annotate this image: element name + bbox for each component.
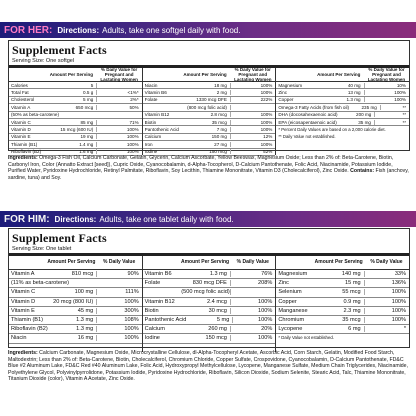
nutrient-amount: 150 mg — [181, 134, 231, 139]
nutrient-daily-value: 100% — [394, 97, 407, 103]
nutrient-amount: 45 mg — [48, 308, 98, 314]
nutrient-daily-value: ** — [402, 119, 407, 125]
nutrient-amount: 650 mcg — [48, 105, 98, 110]
nutrient-amount: 15 mcg (600 IU) — [48, 127, 98, 132]
her-directions-text: Adults, take one softgel daily with food. — [102, 25, 241, 35]
nutrient-name: Iodine — [144, 149, 158, 155]
nutrient-row — [143, 97, 276, 104]
nutrient-amount: 1.4 mg — [48, 142, 98, 147]
nutrient-name: Total Fat — [11, 90, 29, 96]
nutrient-daily-value: 222% — [260, 97, 273, 103]
nutrient-amount: 810 mcg — [48, 271, 98, 277]
nutrient-row — [143, 134, 276, 141]
nutrient-row — [276, 270, 409, 279]
nutrient-name: Pantothenic Acid — [144, 317, 187, 324]
nutrient-name: EPA (eicosapentaenoic acid) — [278, 119, 337, 125]
amount-header: Amount Per Serving — [317, 72, 361, 77]
nutrient-name: Selenium — [278, 289, 302, 296]
for-him-label: FOR HIM: — [4, 213, 50, 225]
nutrient-name: Vitamin B12 — [144, 298, 175, 305]
nutrient-row — [276, 288, 409, 297]
nutrient-name: (50% as beta-carotene) — [11, 112, 60, 118]
nutrient-name: Iodine — [144, 335, 160, 342]
nutrient-amount: 830 mcg DFE — [181, 280, 231, 286]
her-ingredients-label: Ingredients: — [8, 155, 38, 161]
nutrient-name: Calcium — [144, 134, 162, 140]
nutrient-daily-value: <1%* — [127, 90, 139, 96]
nutrient-daily-value: 300% — [124, 307, 139, 314]
nutrient-daily-value: 12% — [263, 134, 273, 140]
nutrient-name: Niacin — [11, 335, 27, 342]
dv-header: % Daily Value for Pregnant and Lactating Women — [367, 67, 406, 82]
her-column-1 — [9, 68, 143, 155]
nutrient-amount: 18 mg — [181, 83, 231, 88]
nutrient-name: Niacin — [144, 82, 158, 88]
nutrient-name: Copper — [278, 97, 294, 103]
nutrient-name: Iron — [144, 141, 153, 147]
nutrient-row — [143, 307, 276, 316]
nutrient-amount: 100 mg — [48, 289, 98, 295]
nutrient-name: Riboflavin (B2) — [11, 149, 42, 155]
nutrient-name: Biotin — [144, 307, 159, 314]
nutrient-name: Cholesterol — [11, 97, 35, 103]
nutrient-name: Lycopene — [278, 326, 303, 333]
nutrient-amount: 0.9 mg — [315, 299, 365, 305]
nutrient-name: Vitamin E — [11, 134, 31, 140]
nutrient-amount: 5 mg — [186, 317, 233, 323]
nutrient-row — [276, 82, 409, 89]
nutrient-row — [143, 334, 276, 343]
nutrient-name: Folate — [144, 97, 158, 103]
nutrient-amount: 260 mg — [181, 326, 231, 332]
amount-header: Amount Per Serving — [49, 72, 93, 77]
nutrient-daily-value: 100% — [260, 112, 273, 118]
nutrient-row — [143, 141, 276, 148]
nutrient-row — [143, 104, 276, 111]
nutrient-amount: 7 mg — [181, 127, 231, 132]
her-column-header — [143, 68, 276, 82]
him-supplement-facts-panel — [8, 228, 410, 348]
nutrient-daily-value: 20% — [261, 326, 273, 333]
nutrient-amount: 2 mg — [181, 90, 231, 95]
nutrient-row — [9, 270, 142, 279]
nutrient-daily-value: 100% — [124, 326, 139, 333]
her-contains-text: Fish (anchovy, sardine, tuna) and Soy. — [8, 168, 409, 181]
nutrient-daily-value: 100% — [260, 119, 273, 125]
nutrient-row — [143, 89, 276, 96]
nutrient-name: Vitamin D — [11, 298, 36, 305]
nutrient-name: Omega-3 Fatty Acids (from fish oil) — [278, 104, 350, 110]
him-column-3 — [276, 256, 409, 352]
nutrient-amount: 16 mg — [48, 335, 98, 341]
nutrient-amount: 35 mg — [337, 120, 375, 125]
nutrient-name: Copper — [278, 298, 297, 305]
nutrient-daily-value: 71% — [129, 119, 139, 125]
nutrient-name: Vitamin B6 — [144, 271, 172, 278]
nutrient-amount: 150 mcg — [181, 335, 231, 341]
nutrient-daily-value: 100% — [394, 90, 407, 96]
him-column-header — [143, 256, 276, 270]
amount-header: Amount Per Serving — [47, 259, 96, 265]
nutrient-amount: 5 — [48, 83, 98, 88]
nutrient-row — [9, 126, 142, 133]
her-serving-size: Serving Size: One softgel — [9, 58, 409, 68]
nutrient-amount: 200 mg — [338, 112, 376, 117]
nutrient-daily-value: * — [403, 326, 407, 333]
nutrient-amount: 13 mg — [315, 90, 365, 95]
nutrient-amount: 55 mcg — [315, 289, 365, 295]
nutrient-daily-value: 100% — [126, 127, 139, 133]
nutrient-row — [143, 119, 276, 126]
nutrient-amount: 35 mcg — [181, 120, 231, 125]
nutrient-row — [276, 97, 409, 104]
nutrient-daily-value: 100% — [391, 298, 407, 305]
her-ingredients-text: Omega-3 Fish Oil, Calcium Carbonate, Gelatin, Glycerin, Calcium Ascorbate, Yellow Beeswax, Magnesium Oxide; Less than 2% of: Beta-Carotene, Biotin, Carbonyl Iron, Color (Annatto Extract [seed]), Cupric Oxide, Cyanocobalamin, d-Alpha-Tocopherol, D-Calcium Pantothenate, Folic Acid, Niacinamide, Potassium Iodide, Purified Water, Pyridoxine Hydrochloride, Retinyl Palmitate, Riboflavin, Soy Lecithin, Thiamine Mononitrate, Vitamin D3 (Cholecalciferol), Zinc Oxide. — [8, 155, 394, 174]
nutrient-row — [276, 307, 409, 316]
nutrient-amount: 30 mcg — [181, 308, 231, 314]
nutrient-name: DHA (docosahexaenoic acid) — [278, 112, 338, 118]
nutrient-daily-value: ** — [402, 104, 407, 110]
nutrient-name: Magnesium — [278, 271, 308, 278]
nutrient-row — [143, 325, 276, 334]
nutrient-daily-value: 208% — [258, 280, 273, 287]
nutrient-row — [143, 112, 276, 119]
nutrient-name: Pantothenic Acid — [144, 127, 179, 133]
nutrient-daily-value: 108% — [124, 317, 139, 324]
dv-header: % Daily Value for Pregnant and Lactating Women — [100, 67, 138, 82]
nutrient-daily-value: 100% — [391, 307, 407, 314]
nutrient-row — [143, 288, 276, 297]
nutrient-row — [143, 126, 276, 133]
her-column-header — [9, 68, 142, 82]
nutrient-daily-value: 111% — [125, 289, 139, 296]
nutrient-name: Vitamin C — [11, 119, 31, 125]
him-ingredients-label: Ingredients: — [8, 350, 38, 356]
her-ingredients — [8, 155, 410, 207]
nutrient-name: (11% as beta-carotene) — [11, 280, 70, 287]
nutrient-amount: 1.3 mg — [48, 326, 98, 332]
him-ingredients — [8, 350, 410, 410]
nutrient-name: Calcium — [144, 326, 165, 333]
nutrient-row — [9, 134, 142, 141]
her-column-3 — [276, 68, 409, 155]
nutrient-amount: 140 mg — [315, 271, 365, 277]
nutrient-daily-value: 100% — [258, 335, 273, 342]
nutrient-amount: 40 mg — [315, 83, 365, 88]
nutrient-amount: 35 mcg — [315, 317, 365, 323]
nutrient-name: Riboflavin (B2) — [11, 326, 48, 333]
nutrient-amount: 235 mg — [349, 105, 381, 110]
him-column-2 — [143, 256, 277, 352]
nutrient-amount: 1.3 mg — [315, 97, 365, 102]
nutrient-amount: 2.8 mcg — [181, 112, 231, 117]
nutrient-row — [9, 104, 142, 111]
nutrient-amount: 1.6 mg — [48, 149, 98, 154]
for-her-label: FOR HER: — [4, 24, 53, 36]
him-column-1 — [9, 256, 143, 352]
her-contains-label: Contains: — [350, 168, 375, 174]
nutrient-row — [9, 89, 142, 96]
dv-header: % Daily Value — [370, 259, 403, 265]
her-column-2 — [143, 68, 277, 155]
nutrient-amount: 27 mg — [181, 142, 231, 147]
nutrient-row — [276, 298, 409, 307]
nutrient-amount: 0.5 g — [48, 90, 98, 95]
him-serving-size: Serving Size: One tablet — [9, 246, 409, 256]
nutrient-daily-value: 10% — [396, 82, 407, 88]
nutrient-daily-value: 100% — [258, 317, 273, 324]
nutrient-row — [9, 82, 142, 89]
nutrient-name: Manganese — [278, 307, 308, 314]
nutrient-row — [143, 298, 276, 307]
nutrient-name: Vitamin C — [11, 289, 36, 296]
nutrient-name: Vitamin A — [11, 104, 31, 110]
nutrient-name: Vitamin B6 — [144, 90, 167, 96]
her-supplement-facts-title: Supplement Facts — [12, 43, 107, 57]
nutrient-daily-value: 100% — [126, 149, 139, 155]
nutrient-amount: 2.4 mcg — [181, 299, 231, 305]
her-directions-label: Directions: — [57, 25, 100, 35]
him-footnotes — [276, 334, 409, 341]
nutrient-amount: 20 mcg (800 IU) — [48, 299, 98, 305]
nutrient-daily-value: 100% — [124, 298, 139, 305]
nutrient-daily-value: 33% — [394, 271, 407, 278]
nutrient-name: Magnesium — [278, 82, 303, 88]
nutrient-row — [143, 316, 276, 325]
dv-header: % Daily Value for Pregnant and Lactating Women — [234, 67, 272, 82]
nutrient-daily-value: 100% — [126, 141, 139, 147]
nutrient-daily-value: 100% — [391, 289, 407, 296]
dv-header: % Daily Value — [236, 259, 269, 265]
nutrient-name: Thiamin (B1) — [11, 317, 44, 324]
nutrient-row — [9, 334, 142, 343]
nutrient-amount: (500 mcg folic acid) — [181, 289, 230, 296]
nutrient-row — [9, 316, 142, 325]
nutrient-row — [9, 307, 142, 316]
nutrient-row — [276, 119, 409, 126]
nutrient-daily-value: 100% — [260, 82, 273, 88]
nutrient-row — [143, 82, 276, 89]
nutrient-daily-value: 100% — [258, 298, 273, 305]
nutrient-daily-value: 136% — [391, 280, 407, 287]
her-supplement-facts-panel — [8, 40, 410, 155]
nutrient-daily-value: 100% — [126, 134, 139, 140]
her-footnote-dv: * Percent Daily Values are based on a 2,000 calorie diet. — [278, 127, 386, 133]
for-him-header — [0, 211, 416, 227]
nutrient-name: Vitamin B12 — [144, 112, 170, 118]
nutrient-name: Calories — [11, 82, 28, 88]
nutrient-row — [9, 325, 142, 334]
nutrient-daily-value: 76% — [261, 271, 273, 278]
nutrient-daily-value: 2%* — [130, 97, 139, 103]
nutrient-amount: (800 mcg folic acid) — [181, 105, 231, 110]
nutrient-row — [276, 112, 409, 119]
nutrient-row — [9, 141, 142, 148]
amount-header: Amount Per Serving — [183, 72, 227, 77]
amount-header: Amount Per Serving — [314, 259, 363, 265]
nutrient-row — [276, 325, 409, 334]
nutrient-row — [9, 112, 142, 119]
dv-header: % Daily Value — [103, 259, 136, 265]
her-footnote-not-established: ** Daily Value not established. — [278, 134, 336, 140]
him-ingredients-text: Calcium Carbonate, Magnesium Oxide, Microcrystalline Cellulose, dl-Alpha-Tocopheryl Acetate, Ascorbic Acid, Corn Starch, Gelatin, Modified Food Starch, Maltodextrin; Less than 2% of: Beta-Carotene, Biotin, Cholecalciferol, Chromium Chloride, Copper Sulfate, Crospovidone, Cyanocobalamin, D-Calcium Pantothenate, FD&C Blue #2 Aluminum Lake, FD&C Red #40 Aluminum Lake, Folic Acid, Hydroxypropyl Methylcellulose, Lycopene, Manganese Sulfate, Medium Chain Triglycerides, Niacinamide, Polyethylene Glycol, Polyvinylpyrrolidone, Potassium Iodide, Pyridoxine Hydrochloride, Riboflavin, Silicon Dioxide, Sodium Selenite, Stearic Acid, Talc, Thiamine Mononitrate, Titanium Dioxide (color), Vitamin A Acetate, Zinc Oxide. — [8, 350, 409, 382]
her-footnotes — [276, 126, 409, 140]
nutrient-daily-value: 100% — [260, 90, 273, 96]
him-column-header — [276, 256, 409, 270]
him-directions-label: Directions: — [54, 214, 97, 224]
nutrient-amount: 1.3 mg — [181, 271, 231, 277]
nutrient-amount: 1.3 mg — [48, 317, 98, 323]
nutrient-amount: 5 mg — [48, 97, 98, 102]
amount-header: Amount Per Serving — [181, 259, 230, 265]
nutrient-row — [9, 288, 142, 297]
nutrient-amount: 15 mg — [315, 280, 365, 286]
nutrient-row — [276, 104, 409, 111]
nutrient-name: Vitamin A — [11, 271, 35, 278]
nutrient-row — [276, 316, 409, 325]
him-footnote-not-established: * Daily Value not established. — [278, 335, 334, 341]
nutrient-name: Biotin — [144, 119, 157, 125]
nutrient-row — [9, 298, 142, 307]
nutrient-daily-value: 100% — [391, 317, 407, 324]
nutrient-name: Thiamin (B1) — [11, 141, 38, 147]
nutrient-daily-value: 100% — [124, 335, 139, 342]
nutrient-daily-value: ** — [402, 112, 407, 118]
her-column-header — [276, 68, 409, 82]
nutrient-amount: 150 mcg — [181, 149, 231, 154]
nutrient-row — [143, 279, 276, 288]
him-column-header — [9, 256, 142, 270]
nutrient-row — [9, 97, 142, 104]
nutrient-name: Chromium — [278, 317, 305, 324]
nutrient-daily-value: 100% — [260, 141, 273, 147]
nutrient-row — [143, 270, 276, 279]
him-supplement-facts-title: Supplement Facts — [12, 231, 107, 245]
him-directions-text: Adults, take one tablet daily with food. — [99, 214, 234, 224]
nutrient-name: Vitamin D — [11, 127, 31, 133]
nutrient-amount: 1330 mcg DFE — [181, 97, 231, 102]
nutrient-daily-value: 100% — [258, 307, 273, 314]
nutrient-name: Zinc — [278, 90, 288, 96]
nutrient-name: Vitamin E — [11, 307, 35, 314]
nutrient-daily-value: 50% — [129, 104, 139, 110]
nutrient-row — [9, 119, 142, 126]
for-her-header — [0, 22, 416, 38]
nutrient-amount: 85 mg — [48, 120, 98, 125]
nutrient-amount: 19 mg — [48, 134, 98, 139]
nutrient-amount: 2.3 mg — [315, 308, 365, 314]
nutrient-row — [276, 89, 409, 96]
nutrient-daily-value: 100% — [260, 127, 273, 133]
nutrient-name: Zinc — [278, 280, 289, 287]
nutrient-row — [9, 279, 142, 288]
nutrient-daily-value: 52% — [263, 149, 273, 155]
nutrient-name: Folate — [144, 280, 161, 287]
nutrient-amount: 6 mg — [315, 326, 365, 332]
nutrient-row — [276, 279, 409, 288]
nutrient-daily-value: 90% — [127, 271, 139, 278]
